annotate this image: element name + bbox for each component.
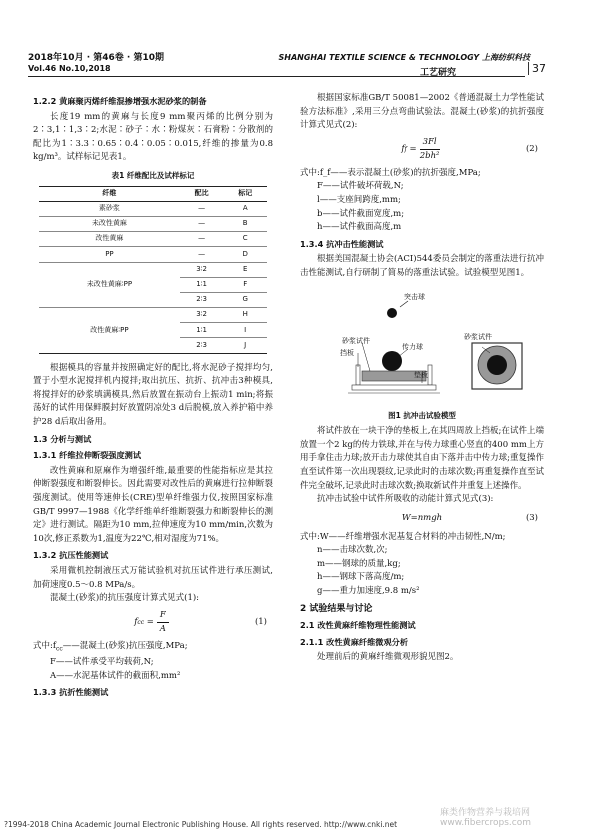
heading-1-3-2: 1.3.2 抗压性能测试 xyxy=(33,550,109,561)
journal-issue: 2018年10月 · 第46卷 · 第10期 xyxy=(28,53,164,63)
definition: 式中:f_f——表示混凝土(砂浆)的抗折强度,MPa; xyxy=(300,167,481,178)
cell-ratio: 3∶2 xyxy=(180,308,224,323)
heading-1-3-1: 1.3.1 纤维拉伸断裂强度测试 xyxy=(33,450,142,461)
cell-mark: C xyxy=(223,232,267,247)
cell-fiber: 改性黄麻∶PP xyxy=(39,308,180,354)
transfer-ball xyxy=(382,351,402,371)
definition: n——击球次数,次; xyxy=(317,545,388,556)
definition: h——钢球下落高度/m; xyxy=(317,572,405,583)
cell-mark: I xyxy=(223,323,267,338)
fraction xyxy=(157,609,169,637)
cell-mark: J xyxy=(223,338,267,353)
heading-2-1: 2.1 改性黄麻纤维物理性能测试 xyxy=(300,620,416,631)
heading-2-1-1: 2.1.1 改性黄麻纤维微观分析 xyxy=(300,636,409,647)
definition: F——试件破坏荷载,N; xyxy=(317,181,404,192)
cell-ratio: — xyxy=(180,201,224,216)
numerator: F xyxy=(157,609,169,624)
label-transfer-ball: 传力球 xyxy=(402,342,423,351)
transfer-ball-top xyxy=(487,355,507,375)
definition: 式中:W——纤维增强水泥基复合材料的冲击韧性,N/m; xyxy=(300,531,506,542)
cell-ratio: 1∶1 xyxy=(180,323,224,338)
table-row xyxy=(39,216,267,231)
cell-mark: B xyxy=(223,216,267,231)
label-baffle: 挡板 xyxy=(340,348,354,357)
denominator: 2bh² xyxy=(419,151,440,162)
table-row xyxy=(39,262,267,277)
section-name: 工艺研究 xyxy=(420,68,457,78)
paragraph: 改性黄麻和原麻作为增强纤维,最重要的性能指标应是其拉伸断裂强度和断裂伸长。因此需要对改性后的黄麻进行拉伸断裂强度测试。使用等速伸长(CRE)型单纤维强力仪,按照国家标准GB/T 9997—1988《化学纤维单纤维断裂强力和断裂伸长的测定》进行测试。隔距为10 mm,拉伸速度为10 mm/min,次数为10次,修正系数为1,温度为22℃,相对湿度为71%。 xyxy=(33,465,273,544)
journal-name: SHANGHAI TEXTILE SCIENCE & TECHNOLOGY 上海纺织科技 xyxy=(278,53,530,62)
cell-mark: H xyxy=(223,308,267,323)
paragraph: 根据模具的容量并按照确定好的配比,将水泥砂子搅拌均匀,置于小型水泥搅拌机内搅拌;取出抗压、抗折、抗冲击3种模具,将搅拌好的砂浆填满模具,然后放置在振动台上振动1 min;将振荡好的试件用保鲜膜封好放置阴凉处3 d后脱模,放入养护箱中养护28 d后取出备用。 xyxy=(33,362,273,427)
cell-mark: A xyxy=(223,201,267,216)
equation-number: (1) xyxy=(254,616,267,627)
eq-lhs: f xyxy=(401,143,405,154)
def-prefix: 式中:f xyxy=(33,640,57,651)
definition: g——重力加速度,9.8 m/s² xyxy=(317,586,420,597)
table-header: 配比 xyxy=(180,186,224,201)
table-row xyxy=(39,247,267,262)
watermark: 麻类作物营养与栽培网 www.fibercrops.com xyxy=(440,808,531,828)
table-row xyxy=(39,232,267,247)
fiber-table xyxy=(39,186,267,354)
equation-1: f cc = $\frac{F}{A}$ (1) xyxy=(33,609,273,637)
base-plate xyxy=(352,385,436,390)
heading-1-2-2: 1.2.2 黄麻聚丙烯纤维混掺增强水泥砂浆的制备 xyxy=(33,96,207,106)
paragraph: 根据美国混凝土协会(ACI)544委员会制定的落重法进行抗冲击性能测试,自行研制了简易的落重法试验。试验模型见图1。 xyxy=(300,254,544,278)
equation-2: f f = $\frac{3Fl}{\text{2bh²}}$ (2) xyxy=(300,136,544,164)
cell-ratio: 1∶1 xyxy=(180,277,224,292)
paragraph: 将试件放在一块干净的垫板上,在其四周放上挡板;在试件上端放置一个2 kg的传力铁球,并在与传力球重心竖直的400 mm上方用手拿住击力球;放开击力球使其自由下落并击中传力球;重复操作直至试件第一次出现裂纹,记录此时的击球次数;再重复操作直至试件完全破坏,记录此时击球次数;换取新试件并重复上述操作。 xyxy=(300,426,544,491)
cell-fiber: 改性黄麻 xyxy=(39,232,180,247)
right-column xyxy=(300,92,544,665)
label-specimen-top: 砂浆试件 xyxy=(464,332,492,341)
cell-fiber: PP xyxy=(39,247,180,262)
cell-ratio: 3∶2 xyxy=(180,262,224,277)
baffle-left xyxy=(356,365,360,385)
header-rule xyxy=(28,76,525,77)
cell-ratio: — xyxy=(180,216,224,231)
cell-fiber: 未改性黄麻 xyxy=(39,216,180,231)
cell-ratio: 2∶3 xyxy=(180,338,224,353)
impact-test-figure xyxy=(300,285,544,405)
fraction xyxy=(420,136,440,164)
heading-2: 2 试验结果与讨论 xyxy=(300,603,373,614)
baffle-right xyxy=(428,365,432,385)
figure-caption: 图1 抗冲击试验模型 xyxy=(388,410,456,420)
table-caption: 表1 纤维配比及试样标记 xyxy=(111,170,195,180)
eq-lhs: f xyxy=(134,616,138,627)
paragraph: 混凝土(砂浆)的抗压强度计算式见式(1): xyxy=(50,593,200,604)
cell-ratio: — xyxy=(180,247,224,262)
equation-number: (2) xyxy=(525,143,538,154)
table-header: 标记 xyxy=(223,186,267,201)
eq-sub: f xyxy=(404,145,407,153)
numerator: 3Fl xyxy=(420,136,440,151)
cell-mark: E xyxy=(223,262,267,277)
denominator: A xyxy=(159,624,166,635)
cell-mark: D xyxy=(223,247,267,262)
cell-fiber: 素砂浆 xyxy=(39,201,180,216)
table-row xyxy=(39,308,267,323)
paragraph: 处理前后的黄麻纤维微观形貌见图2。 xyxy=(317,652,459,663)
cell-ratio: — xyxy=(180,232,224,247)
eq-body: W=nmgh xyxy=(401,512,443,523)
cell-mark: F xyxy=(223,277,267,292)
definition: l——支座间跨度,mm; xyxy=(317,194,401,205)
page-number: 37 xyxy=(528,62,546,75)
equation-3 xyxy=(300,510,544,528)
paragraph: 抗冲击试验中试件所吸收的动能计算式见式(3): xyxy=(317,494,494,505)
paragraph: 根据国家标准GB/T 50081—2002《普通混凝土力学性能试验方法标准》,采用三分点弯曲试验法。混凝土(砂浆)的抗折强度计算式见式(2): xyxy=(300,93,544,131)
left-column xyxy=(33,92,273,702)
label-drop-ball: 突击球 xyxy=(404,292,425,301)
label-base-plate: 垫板 xyxy=(414,370,428,379)
paragraph: 长度19 mm的黄麻与长度9 mm聚丙烯的比例分别为2∶3,1∶1,3∶2;水泥∶砂子∶水∶粉煤灰∶石膏粉∶分散剂的配比为1∶3.3∶0.65∶0.4∶0.05∶0.015,纤维的掺量为0.8 kg/m³。试样标记见表1。 xyxy=(33,111,273,163)
table-header: 纤维 xyxy=(39,186,180,201)
heading-1-3: 1.3 分析与测试 xyxy=(33,433,92,444)
definition: F——试件承受平均载荷,N; xyxy=(50,657,154,667)
definition: A——水泥基体试件的截面积,mm² xyxy=(50,670,181,681)
cell-mark: G xyxy=(223,292,267,307)
cell-fiber: 未改性黄麻∶PP xyxy=(39,262,180,308)
definition: m——钢球的质量,kg; xyxy=(317,558,401,569)
def-text: ——混凝土(砂浆)抗压强度,MPa; xyxy=(62,640,188,651)
definition: h——试件截面高度,m xyxy=(317,222,402,233)
table-row xyxy=(39,201,267,216)
heading-1-3-3: 1.3.3 抗折性能测试 xyxy=(33,687,109,698)
eq-sub: cc xyxy=(137,618,145,626)
label-specimen: 砂浆试件 xyxy=(342,336,370,345)
equation-number: (3) xyxy=(525,512,538,523)
cell-ratio: 2∶3 xyxy=(180,292,224,307)
heading-1-3-4: 1.3.4 抗冲击性能测试 xyxy=(300,238,384,249)
drop-ball xyxy=(387,308,397,318)
copyright-footer: ?1994-2018 China Academic Journal Electronic Publishing House. All rights reserved. http://www.cnki.net xyxy=(4,820,398,829)
definition: 式中$:f_{cc}——$混凝土(砂浆)抗压强度,MPa; xyxy=(33,640,188,653)
paragraph: 采用微机控制液压式万能试验机对抗压试件进行承压测试,加荷速度0.5～0.8 MPa/s。 xyxy=(33,565,273,590)
journal-volume: Vol.46 No.10,2018 xyxy=(28,64,111,73)
definition: b——试件截面宽度,m; xyxy=(317,208,405,219)
